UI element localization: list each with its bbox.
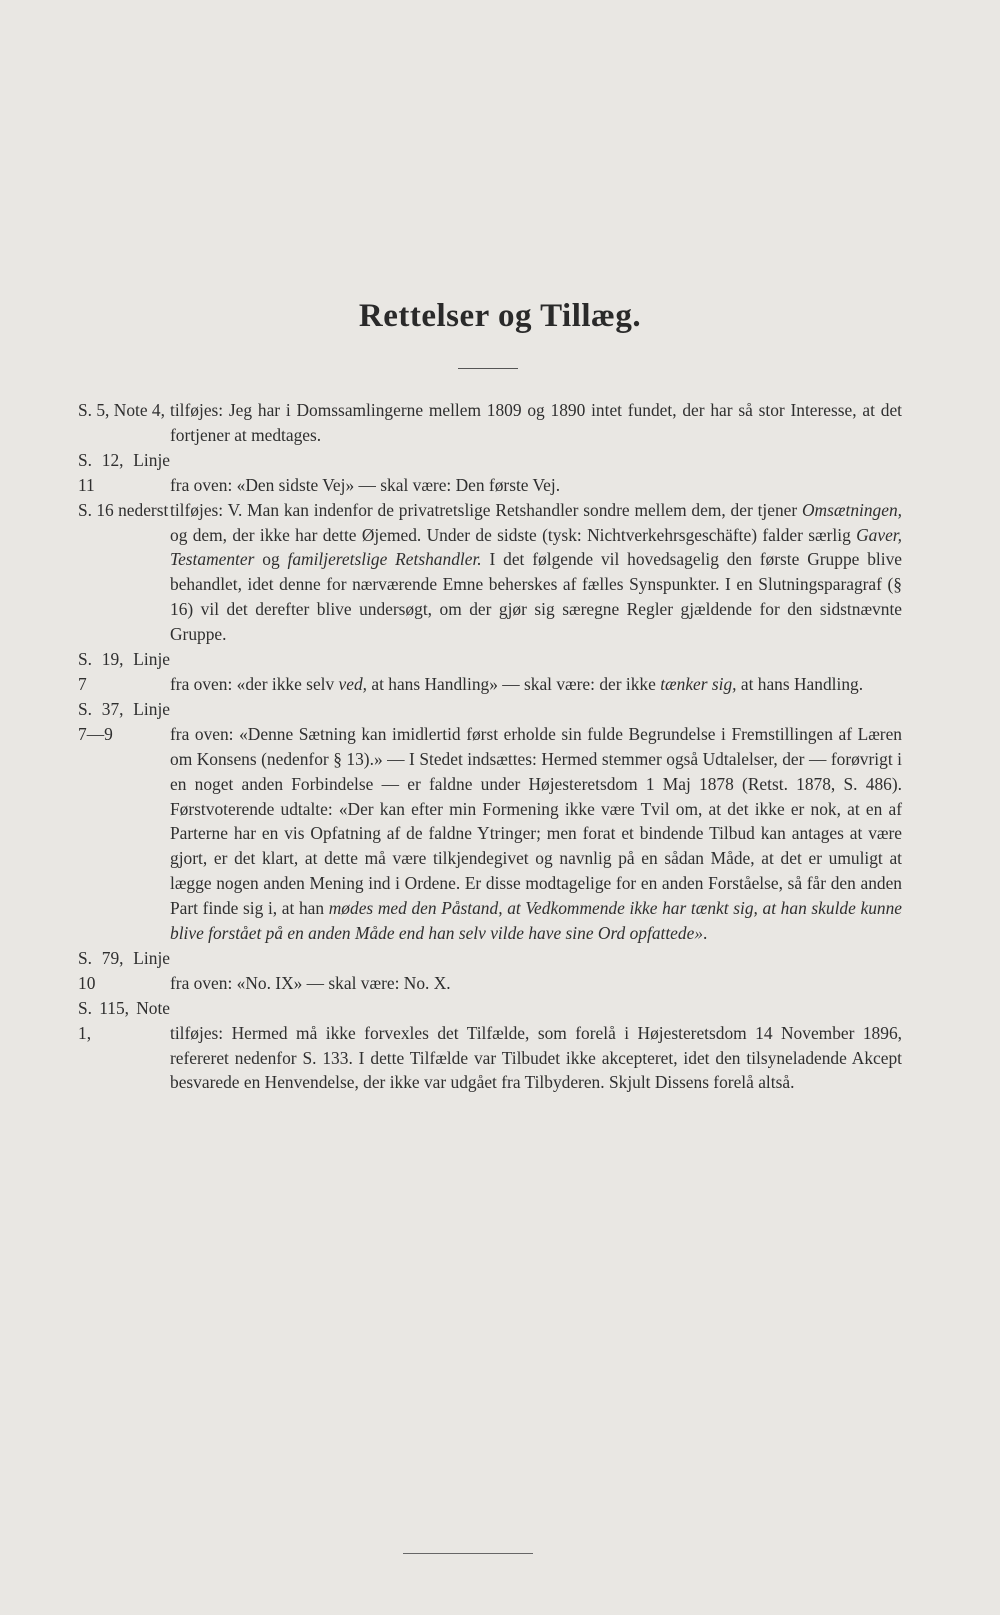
italic-text: familjeretslige Retshandler. xyxy=(287,549,482,570)
entry-text: I det følgende vil hovedsagelig den første Gruppe blive behandlet, idet denne for nærværende Emne beherskes af fælles Synspunkter. I en Slutningsparagraf (§ 16) vil det derefter blive undersøgt, om der gjør sig særegne Regler gjældende for den sidstnævnte Gruppe. xyxy=(170,549,902,645)
correction-entry xyxy=(78,697,902,946)
entry-reference: S. 16 nederst xyxy=(78,499,169,520)
page-title: Rettelser og Tillæg. xyxy=(358,298,642,334)
entry-text: fra oven: «Denne Sætning kan imidlertid først erholde sin fulde Begrundelse i Fremstillingen af Læren om Konsens (nedenfor § 13).» — I Stedet indsættes: Hermed stemmer også Udtalelser, der — forøvrigt i en noget anden Forbindelse — er faldne under Højesteretsdom 1 Maj 1878 (Retst. 1878, S. 486). Førstvoterende udtalte: «Der kan efter min Formening ikke være Tvil om, at det ikke er nok, at en af Parterne har en vis Opfatning af de faldne Ytringer; men forat et bindende Tilbud kan antages at være gjort, er det klart, at dette må være tilkjendegivet og navnlig på en sådan Måde, at det er umuligt at lægge nogen anden Mening ind i Ordene. Er disse modtagelige for en anden Forståelse, så får den anden Part finde sig i, at han xyxy=(170,723,902,919)
italic-text: Gaver, Testamenter xyxy=(170,524,902,570)
italic-text: mødes med den Påstand, at Vedkommende ikke har tænkt sig, at han skulde kunne blive forstået på en anden Måde end han selv vilde have sine Ord opfattede» xyxy=(170,898,903,944)
entry-reference: S. 79, Linje 10 xyxy=(78,947,170,993)
italic-text: Omsætningen, xyxy=(802,499,902,520)
entry-text: at hans Handling» — skal være: der ikke xyxy=(367,673,661,694)
italic-text: ved, xyxy=(338,673,368,694)
entry-text: fra oven: «der ikke selv xyxy=(170,673,339,694)
correction-entry xyxy=(78,946,902,996)
entry-reference: S. 37, Linje 7—9 xyxy=(78,698,170,744)
entry-text: tilføjes: Hermed må ikke forvexles det Tilfælde, som forelå i Højesteretsdom 14 November 1896, refereret nedenfor S. 133. I dette Tilfælde var Tilbudet ikke akcepteret, idet den tilsyneladende Akcept besvarede en Henvendelse, der ikke var udgået fra Tilbyderen. Skjult Dissens forelå altså. xyxy=(170,1022,902,1093)
corrections-list xyxy=(78,398,902,1095)
correction-entry xyxy=(78,647,902,697)
entry-text: og dem, der ikke har dette Øjemed. Under de sidste (tysk: Nichtverkehrsgeschäfte) falder særlig xyxy=(170,524,857,545)
entry-reference: S. 5, Note 4, xyxy=(78,400,165,420)
correction-entry xyxy=(78,398,902,448)
entry-text: at hans Handling. xyxy=(736,673,864,694)
entry-reference: S. 19, Linje 7 xyxy=(78,649,170,694)
entry-text: fra oven: «No. IX» — skal være: No. X. xyxy=(170,972,451,993)
end-divider xyxy=(403,1553,533,1554)
entry-text: . xyxy=(703,923,708,944)
correction-entry xyxy=(78,448,902,498)
entry-reference: S. 12, Linje 11 xyxy=(78,449,170,495)
title-divider xyxy=(458,368,518,369)
entry-text: tilføjes: Jeg har i Domssamlingerne mellem 1809 og 1890 intet fundet, der har så stor Interesse, at det fortjener at medtages. xyxy=(170,400,902,445)
entry-text: tilføjes: V. Man kan indenfor de privatretslige Retshandler sondre mellem dem, der tjener xyxy=(170,499,802,520)
entry-reference: S. 115, Note 1, xyxy=(78,997,170,1043)
entry-text: fra oven: «Den sidste Vej» — skal være: Den første Vej. xyxy=(170,474,561,495)
italic-text: tænker sig, xyxy=(660,673,737,694)
entry-text: og xyxy=(254,549,288,570)
correction-entry xyxy=(78,996,902,1096)
correction-entry xyxy=(78,498,902,647)
